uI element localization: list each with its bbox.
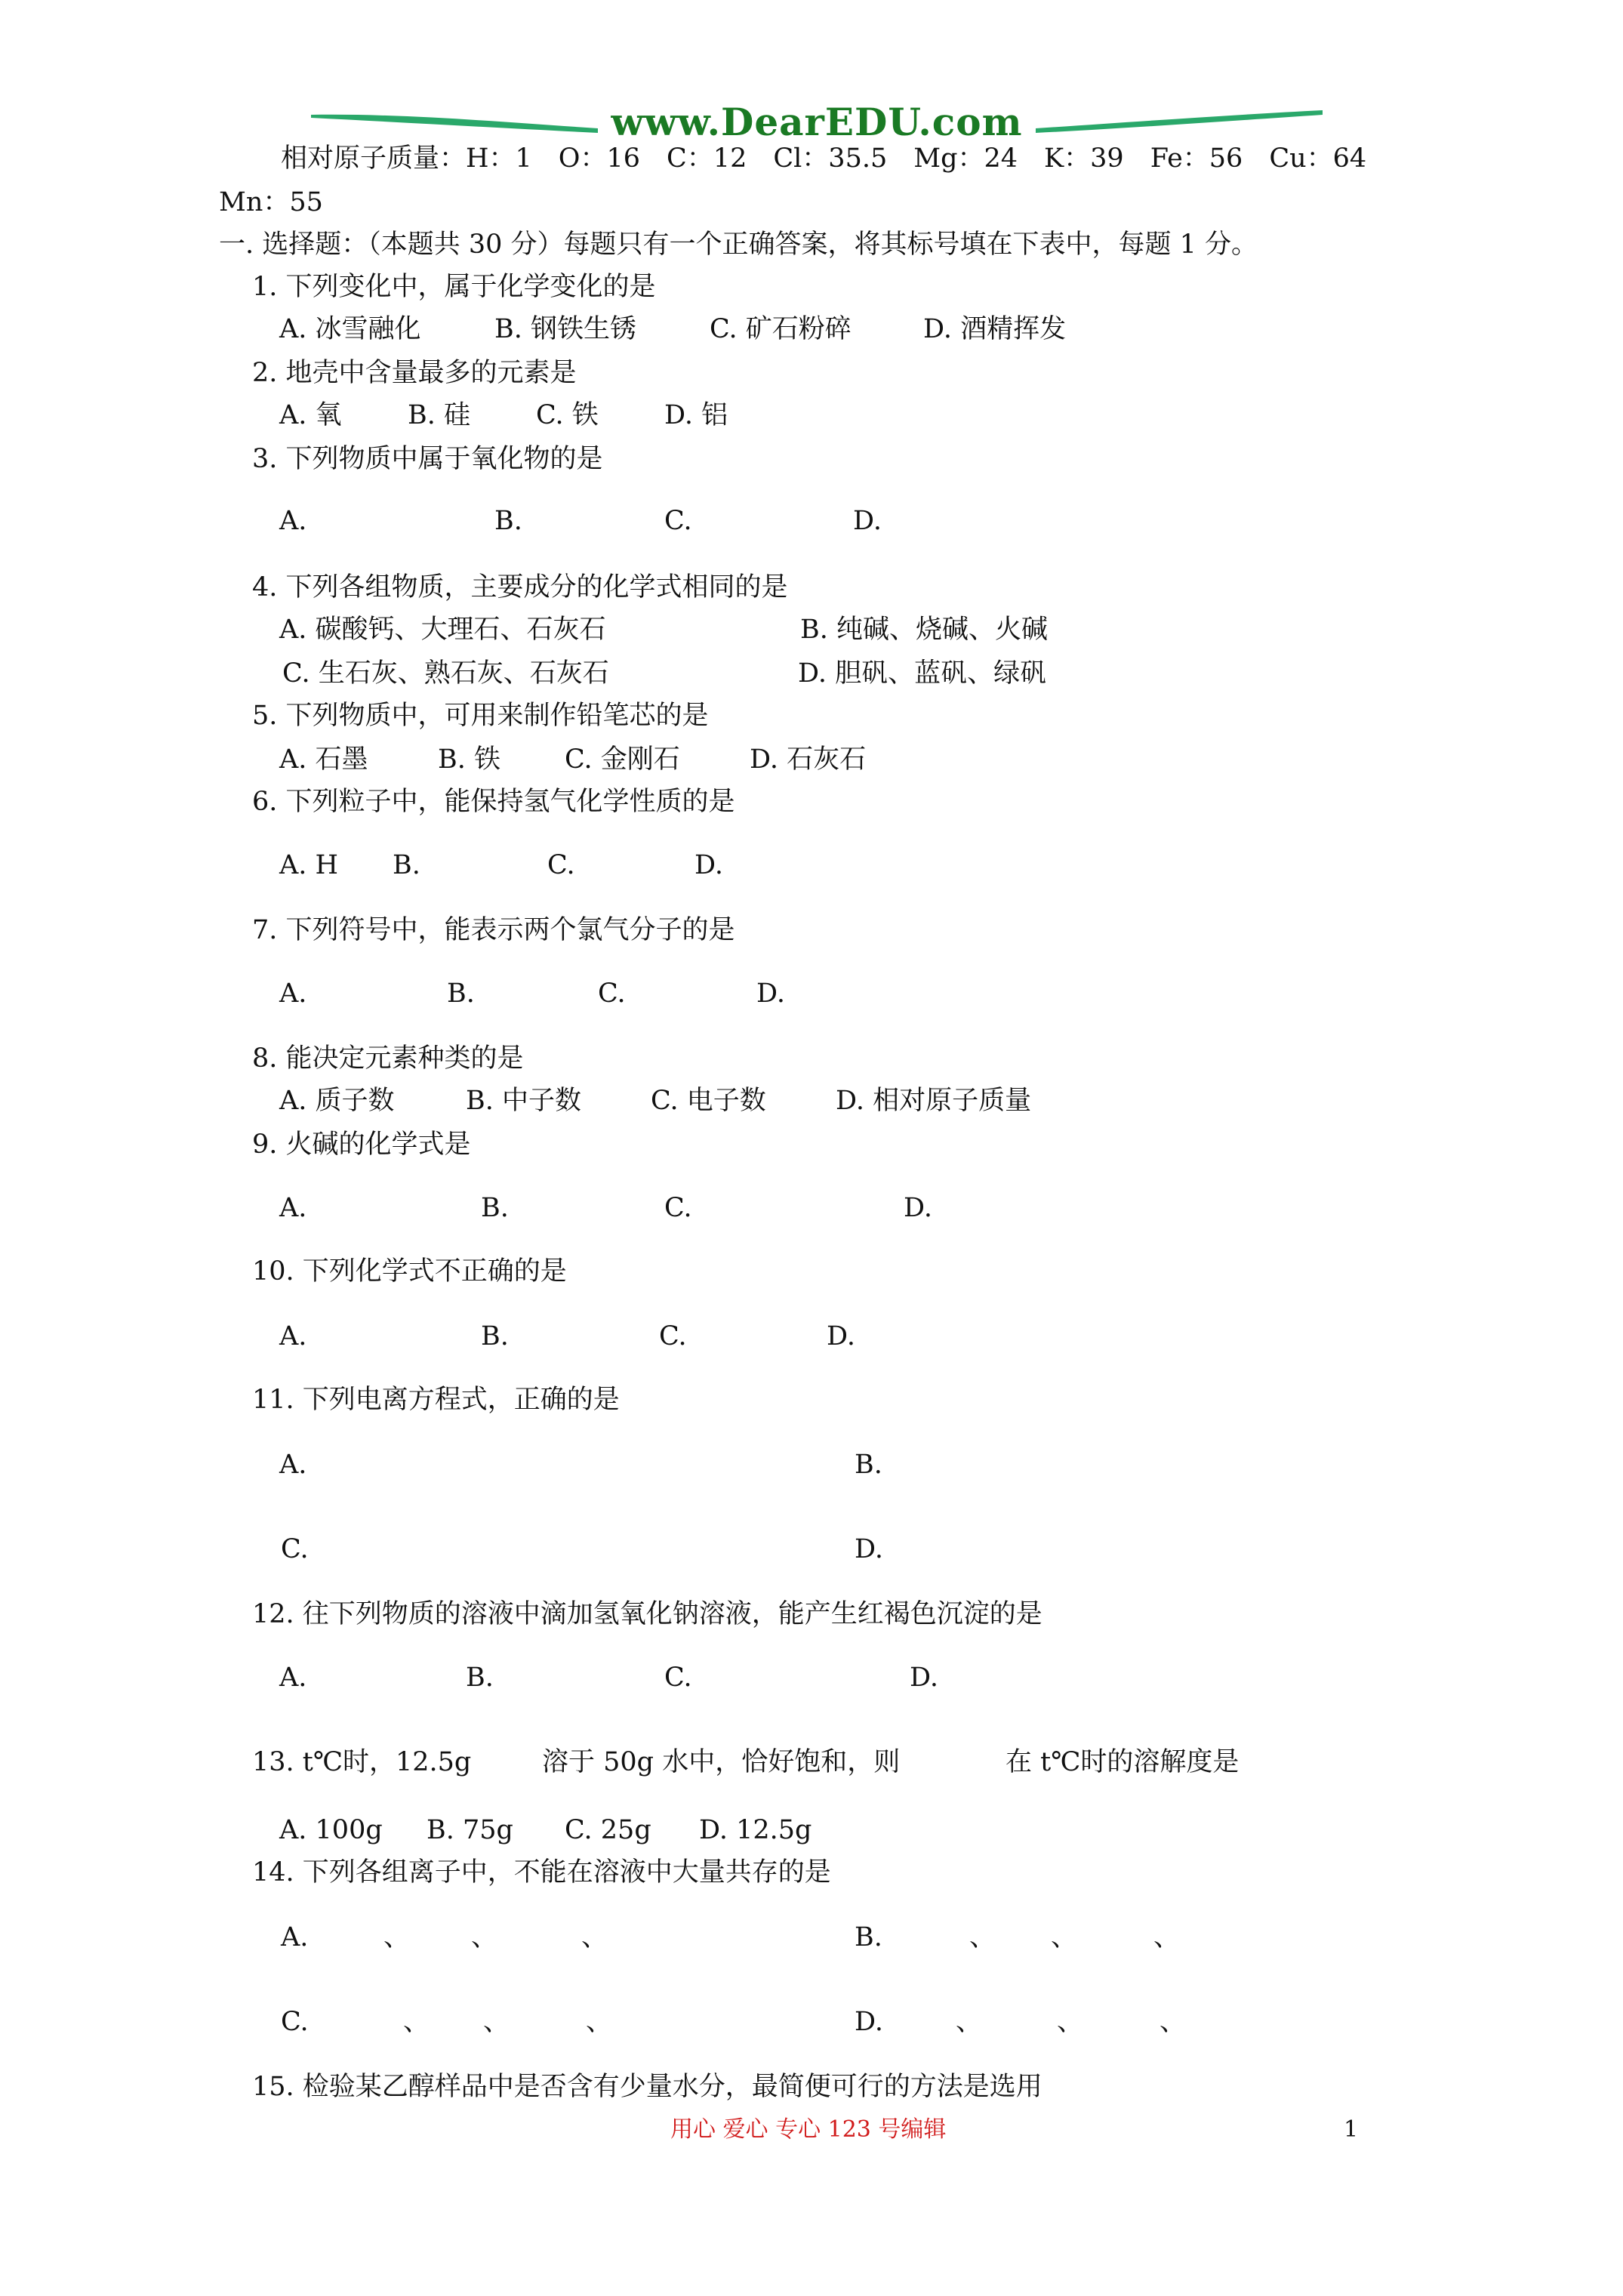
q1-option-b: B. 钢铁生锈 bbox=[494, 314, 636, 344]
q14-option-b: B. bbox=[855, 1922, 882, 1952]
q9-option-a: A. bbox=[279, 1193, 307, 1223]
q10-option-d: D. bbox=[827, 1321, 855, 1351]
q7-option-a: A. bbox=[279, 978, 307, 1009]
q5-option-d: D. 石灰石 bbox=[750, 744, 867, 775]
footer-editor-text: 用心 爱心 专心 123 号编辑 bbox=[670, 2116, 947, 2143]
q14-b-sep-2: 、 bbox=[1051, 1922, 1078, 1952]
q9-option-b: B. bbox=[481, 1193, 509, 1223]
q8-option-b: B. 中子数 bbox=[466, 1086, 581, 1116]
q13-option-d: D. 12.5g bbox=[699, 1815, 812, 1845]
q4-option-d: D. 胆矾、蓝矾、绿矾 bbox=[798, 658, 1047, 689]
q14-c-sep-3: 、 bbox=[586, 2007, 613, 2037]
q4-option-b: B. 纯碱、烧碱、火碱 bbox=[800, 615, 1048, 645]
section-title: 一. 选择题：（本题共 30 分）每题只有一个正确答案，将其标号填在下表中，每题 1 分。 bbox=[219, 230, 1258, 260]
q14-b-sep-1: 、 bbox=[969, 1922, 996, 1952]
q7-option-c: C. bbox=[598, 978, 626, 1009]
q14-d-sep-3: 、 bbox=[1160, 2007, 1187, 2037]
q3-option-a: A. bbox=[279, 506, 307, 536]
q8-option-a: A. 质子数 bbox=[279, 1086, 395, 1116]
atomic-masses-line2: Mn：55 bbox=[219, 187, 323, 217]
q2-option-b: B. 硅 bbox=[408, 400, 470, 430]
q6-option-c: C. bbox=[547, 850, 575, 880]
q13-option-c: C. 25g bbox=[565, 1815, 651, 1845]
q3-option-b: B. bbox=[494, 506, 522, 536]
q7-stem: 7. 下列符号中，能表示两个氯气分子的是 bbox=[252, 915, 735, 945]
q6-stem: 6. 下列粒子中，能保持氢气化学性质的是 bbox=[252, 787, 735, 817]
q14-option-d: D. bbox=[855, 2007, 883, 2037]
q10-stem: 10. 下列化学式不正确的是 bbox=[252, 1256, 567, 1287]
q14-d-sep-2: 、 bbox=[1057, 2007, 1084, 2037]
q11-stem: 11. 下列电离方程式，正确的是 bbox=[252, 1385, 620, 1415]
q9-option-d: D. bbox=[904, 1193, 932, 1223]
left-swoosh bbox=[311, 115, 598, 133]
q13-stem-part3: 在 t℃时的溶解度是 bbox=[1006, 1747, 1240, 1777]
q2-option-d: D. 铝 bbox=[664, 400, 728, 430]
q5-option-c: C. 金刚石 bbox=[565, 744, 680, 775]
q8-option-d: D. 相对原子质量 bbox=[836, 1086, 1032, 1116]
q14-stem: 14. 下列各组离子中，不能在溶液中大量共存的是 bbox=[252, 1857, 831, 1888]
q6-option-b: B. bbox=[393, 850, 420, 880]
right-swoosh bbox=[1036, 110, 1323, 133]
page-number: 1 bbox=[1344, 2116, 1359, 2143]
q12-option-a: A. bbox=[279, 1663, 307, 1693]
q4-option-c: C. 生石灰、熟石灰、石灰石 bbox=[282, 658, 609, 689]
q11-option-b: B. bbox=[855, 1450, 882, 1480]
q10-option-b: B. bbox=[481, 1321, 509, 1351]
q1-option-d: D. 酒精挥发 bbox=[923, 314, 1067, 344]
q14-d-sep-1: 、 bbox=[956, 2007, 983, 2037]
q13-option-b: B. 75g bbox=[427, 1815, 513, 1845]
q9-option-c: C. bbox=[664, 1193, 692, 1223]
q10-option-a: A. bbox=[279, 1321, 307, 1351]
q5-stem: 5. 下列物质中，可用来制作铅笔芯的是 bbox=[252, 701, 709, 731]
q11-option-a: A. bbox=[279, 1450, 307, 1480]
q6-option-a: A. H bbox=[279, 850, 339, 880]
q2-option-c: C. 铁 bbox=[536, 400, 599, 430]
q3-option-d: D. bbox=[853, 506, 882, 536]
site-logo-text[interactable]: www.DearEDU.com bbox=[611, 100, 1023, 144]
q5-option-b: B. 铁 bbox=[438, 744, 500, 775]
atomic-masses-line1: 相对原子质量：H：1 O：16 C：12 Cl：35.5 Mg：24 K：39 Fe：56 Cu：64 bbox=[281, 143, 1367, 174]
q3-stem: 3. 下列物质中属于氧化物的是 bbox=[252, 444, 603, 474]
q14-a-sep-1: 、 bbox=[383, 1922, 411, 1952]
q4-option-a: A. 碳酸钙、大理石、石灰石 bbox=[279, 615, 606, 645]
q14-c-sep-1: 、 bbox=[403, 2007, 430, 2037]
q2-option-a: A. 氧 bbox=[279, 400, 342, 430]
q12-stem: 12. 往下列物质的溶液中滴加氢氧化钠溶液，能产生红褐色沉淀的是 bbox=[252, 1599, 1042, 1629]
q9-stem: 9. 火碱的化学式是 bbox=[252, 1130, 471, 1160]
q8-option-c: C. 电子数 bbox=[651, 1086, 766, 1116]
q14-c-sep-2: 、 bbox=[483, 2007, 510, 2037]
q15-stem: 15. 检验某乙醇样品中是否含有少量水分，最简便可行的方法是选用 bbox=[252, 2072, 1042, 2102]
q14-option-c: C. bbox=[281, 2007, 309, 2037]
q10-option-c: C. bbox=[659, 1321, 687, 1351]
q2-stem: 2. 地壳中含量最多的元素是 bbox=[252, 358, 577, 388]
q13-stem-part1: 13. t℃时，12.5g bbox=[252, 1747, 472, 1777]
q6-option-d: D. bbox=[694, 850, 723, 880]
q11-option-d: D. bbox=[855, 1534, 883, 1564]
q13-stem-part2: 溶于 50g 水中，恰好饱和，则 bbox=[542, 1747, 901, 1777]
q14-a-sep-3: 、 bbox=[581, 1922, 608, 1952]
q7-option-b: B. bbox=[447, 978, 475, 1009]
q1-stem: 1. 下列变化中，属于化学变化的是 bbox=[252, 272, 656, 302]
q14-option-a: A. bbox=[281, 1922, 309, 1952]
q7-option-d: D. bbox=[756, 978, 785, 1009]
q1-option-c: C. 矿石粉碎 bbox=[710, 314, 852, 344]
q14-b-sep-3: 、 bbox=[1153, 1922, 1181, 1952]
q13-option-a: A. 100g bbox=[279, 1815, 383, 1845]
q14-a-sep-2: 、 bbox=[471, 1922, 498, 1952]
q12-option-c: C. bbox=[664, 1663, 692, 1693]
q5-option-a: A. 石墨 bbox=[279, 744, 368, 775]
q8-stem: 8. 能决定元素种类的是 bbox=[252, 1043, 524, 1074]
q12-option-d: D. bbox=[910, 1663, 938, 1693]
header-banner bbox=[311, 100, 1323, 145]
q3-option-c: C. bbox=[664, 506, 692, 536]
q11-option-c: C. bbox=[281, 1534, 309, 1564]
q4-stem: 4. 下列各组物质，主要成分的化学式相同的是 bbox=[252, 572, 788, 603]
q1-option-a: A. 冰雪融化 bbox=[279, 314, 421, 344]
q12-option-b: B. bbox=[466, 1663, 494, 1693]
